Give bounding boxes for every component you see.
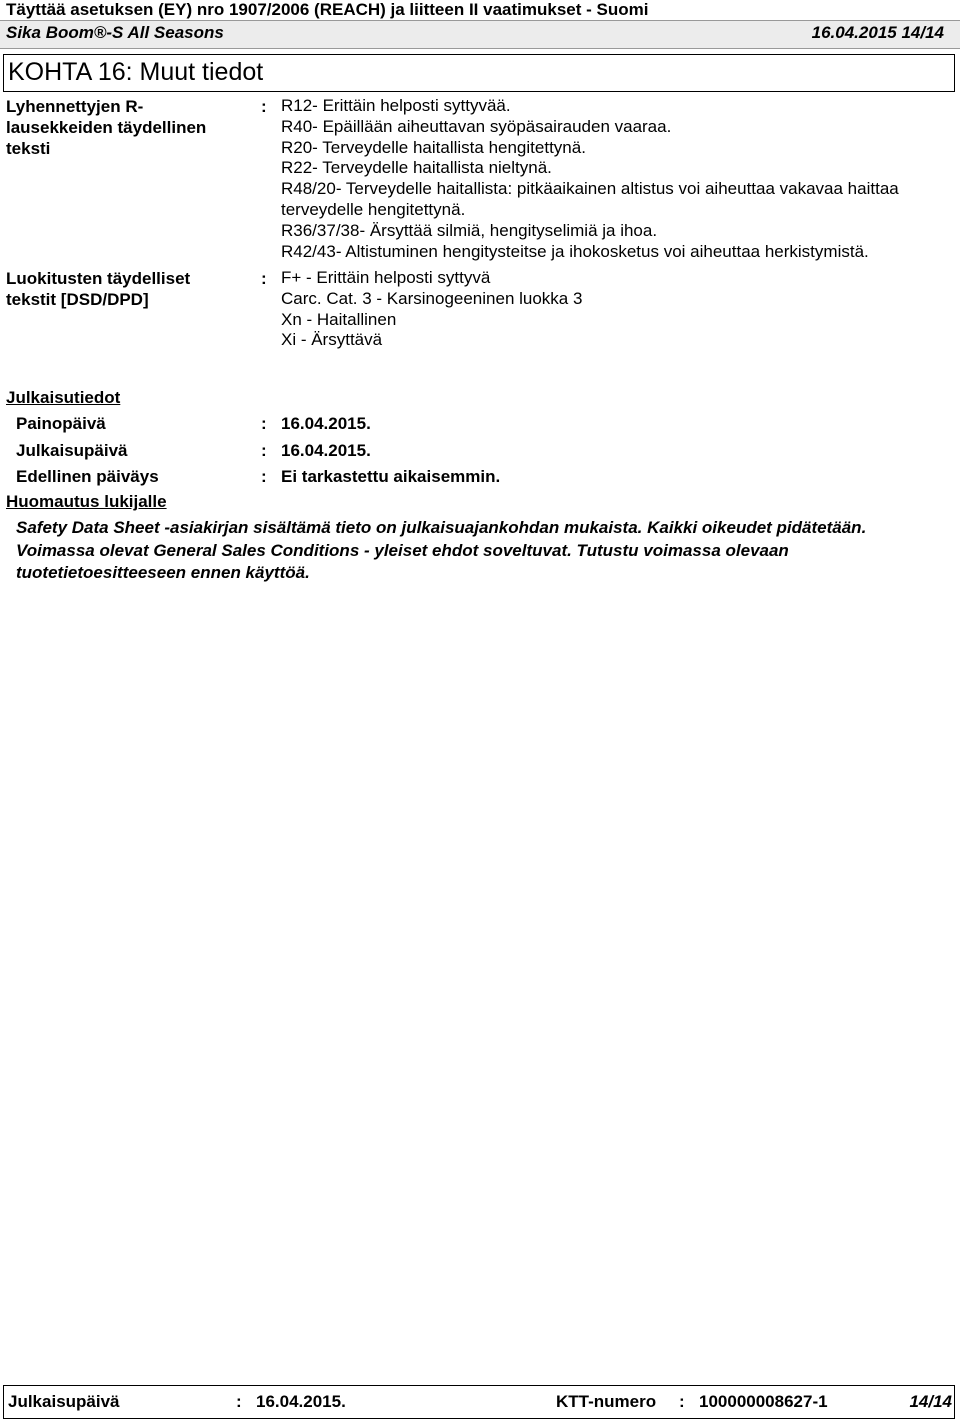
print-date-value: 16.04.2015. [281, 414, 371, 433]
label-line: teksti [6, 139, 51, 158]
r-phrases-list [281, 96, 899, 262]
product-name: Sika Boom®-S All Seasons [6, 23, 224, 42]
previous-date-colon: : [261, 467, 267, 486]
r-phrase: R36/37/38- Ärsyttää silmiä, hengityselimiä ja ihoa. [281, 220, 658, 240]
notice-heading: Huomautus lukijalle [6, 492, 167, 511]
footer-ktt-value: 100000008627-1 [699, 1392, 828, 1411]
previous-date-value: Ei tarkastettu aikaisemmin. [281, 467, 501, 486]
r-phrase: R42/43- Altistuminen hengitysteitse ja ihokosketus voi aiheuttaa herkistymistä. [281, 241, 869, 261]
r-phrase: R48/20- Terveydelle haitallista: pitkäaikainen altistus voi aiheuttaa vakavaa haittaa [281, 179, 899, 199]
label-line: lausekkeiden täydellinen [6, 118, 207, 137]
regulation-header: Täyttää asetuksen (EY) nro 1907/2006 (REACH) ja liitteen II vaatimukset - Suomi [6, 0, 649, 19]
footer-ktt-label: KTT-numero [556, 1392, 657, 1411]
r-phrase: R20- Terveydelle haitallista hengitettynä. [281, 137, 586, 157]
footer-page-number: 14/14 [909, 1392, 952, 1411]
r-phrase: R22- Terveydelle haitallista nieltynä. [281, 158, 552, 178]
footer-issue-date: 16.04.2015. [256, 1392, 346, 1411]
header-date-page: 16.04.2015 14/14 [811, 23, 944, 42]
print-date-colon: : [261, 414, 267, 433]
issue-date-label: Julkaisupäivä [16, 441, 128, 460]
previous-date-label: Edellinen päiväys [16, 467, 159, 486]
footer-issue-colon: : [236, 1392, 242, 1411]
classification-item: Xi - Ärsyttävä [281, 330, 383, 350]
r-phrases-label [6, 96, 236, 159]
classification-item: F+ - Erittäin helposti syttyvä [281, 268, 491, 287]
print-date-label: Painopäivä [16, 414, 106, 433]
r-phrase: R40- Epäillään aiheuttavan syöpäsairauden vaaraa. [281, 116, 672, 136]
classification-item: Carc. Cat. 3 - Karsinogeeninen luokka 3 [281, 288, 583, 308]
classification-list [281, 268, 582, 351]
label-line: Luokitusten täydelliset [6, 269, 191, 288]
r-phrase: terveydelle hengitettynä. [281, 199, 466, 219]
notice-text: Safety Data Sheet -asiakirjan sisältämä tieto on julkaisuajankohdan mukaista. Kaikki oikeudet pidätetään. Voimassa olevat General Sales Conditions - yleiset ehdot soveltuvat. Tutustu voimassa olevaan tuotetietoesitteeseen ennen käyttöä. [16, 518, 867, 582]
footer-issue-label: Julkaisupäivä [8, 1392, 120, 1411]
label-line: tekstit [DSD/DPD] [6, 290, 149, 309]
label-line: Lyhennettyjen R- [6, 97, 144, 116]
footer-ktt-colon: : [679, 1392, 685, 1411]
section-title: KOHTA 16: Muut tiedot [8, 58, 264, 86]
r-phrase: R12- Erittäin helposti syttyvää. [281, 96, 511, 115]
r-phrases-colon: : [261, 97, 267, 116]
classification-colon: : [261, 269, 267, 288]
issue-date-value: 16.04.2015. [281, 441, 371, 460]
classification-item: Xn - Haitallinen [281, 309, 397, 329]
issue-date-colon: : [261, 441, 267, 460]
classification-label [6, 268, 236, 310]
publication-heading: Julkaisutiedot [6, 388, 121, 407]
